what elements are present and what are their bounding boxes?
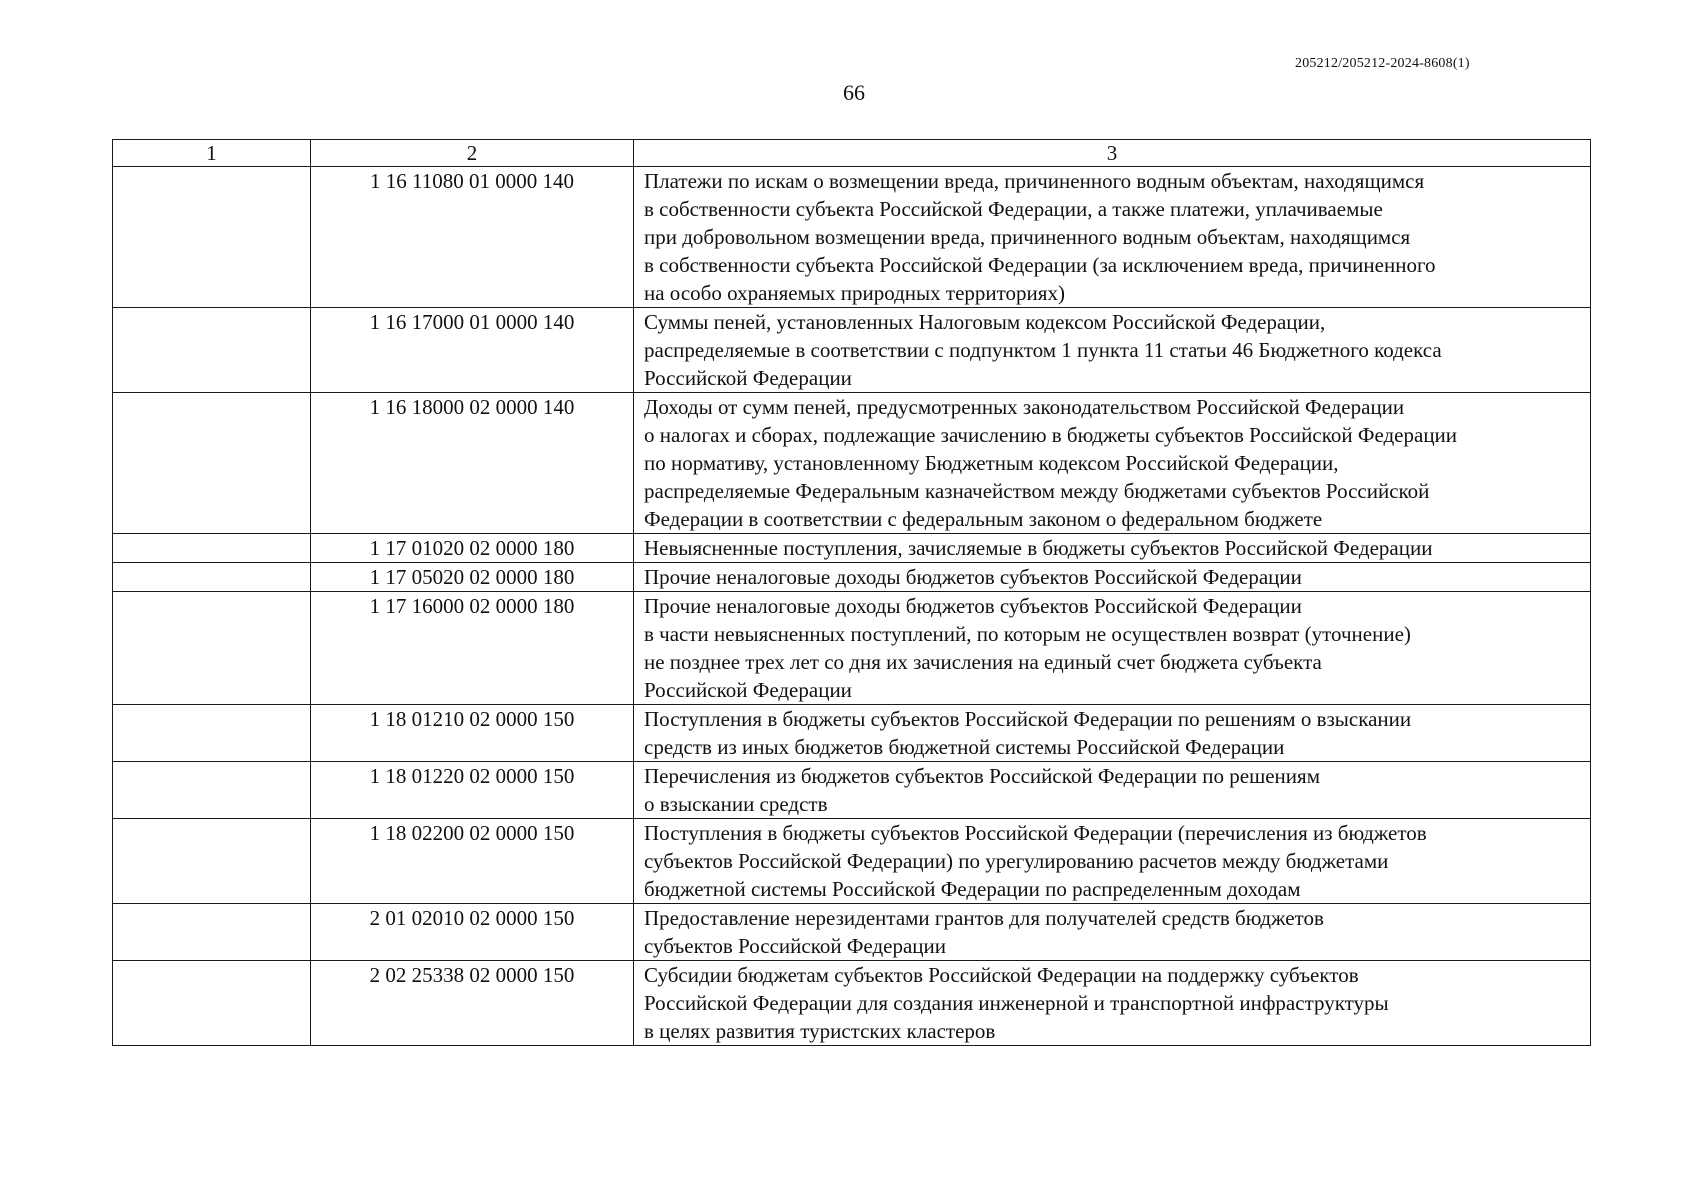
revenue-description-cell: Невыясненные поступления, зачисляемые в бюджеты субъектов Российской Федерации xyxy=(634,534,1591,563)
row-col-1-cell xyxy=(113,819,311,904)
row-col-1-cell xyxy=(113,534,311,563)
revenue-codes-table xyxy=(112,139,1591,1046)
document-id: 205212/205212-2024-8608(1) xyxy=(1295,56,1470,71)
table-row xyxy=(113,762,1591,819)
table-row xyxy=(113,563,1591,592)
revenue-description-cell: Прочие неналоговые доходы бюджетов субъектов Российской Федерации в части невыясненных поступлений, по которым не осуществлен возврат (уточнение) не позднее трех лет со дня их зачисления на единый счет бюджета субъекта Российской Федерации xyxy=(634,592,1591,705)
table-row xyxy=(113,819,1591,904)
revenue-code-cell: 1 17 16000 02 0000 180 xyxy=(311,592,634,705)
revenue-code-cell: 1 16 18000 02 0000 140 xyxy=(311,393,634,534)
revenue-code-cell: 1 18 01210 02 0000 150 xyxy=(311,705,634,762)
row-col-1-cell xyxy=(113,167,311,308)
header-col-1: 1 xyxy=(113,140,311,167)
row-col-1-cell xyxy=(113,592,311,705)
row-col-1-cell xyxy=(113,563,311,592)
revenue-description-cell: Поступления в бюджеты субъектов Российской Федерации (перечисления из бюджетов субъектов Российской Федерации) по урегулированию расчетов между бюджетами бюджетной системы Российской Федерации по распределенным доходам xyxy=(634,819,1591,904)
revenue-code-cell: 1 17 01020 02 0000 180 xyxy=(311,534,634,563)
revenue-description-cell: Субсидии бюджетам субъектов Российской Федерации на поддержку субъектов Российской Федерации для создания инженерной и транспортной инфраструктуры в целях развития туристских кластеров xyxy=(634,961,1591,1046)
table-body xyxy=(113,167,1591,1046)
revenue-description-cell: Прочие неналоговые доходы бюджетов субъектов Российской Федерации xyxy=(634,563,1591,592)
header-col-3: 3 xyxy=(634,140,1591,167)
row-col-1-cell xyxy=(113,393,311,534)
revenue-description-cell: Доходы от сумм пеней, предусмотренных законодательством Российской Федерации о налогах и сборах, подлежащие зачислению в бюджеты субъектов Российской Федерации по нормативу, установленному Бюджетным кодексом Российской Федерации, распределяемые Федеральным казначейством между бюджетами субъектов Российской Федерации в соответствии с федеральным законом о федеральном бюджете xyxy=(634,393,1591,534)
revenue-code-cell: 1 17 05020 02 0000 180 xyxy=(311,563,634,592)
table-row xyxy=(113,393,1591,534)
row-col-1-cell xyxy=(113,904,311,961)
table-row xyxy=(113,308,1591,393)
table-row xyxy=(113,961,1591,1046)
revenue-code-cell: 1 16 17000 01 0000 140 xyxy=(311,308,634,393)
revenue-description-cell: Предоставление нерезидентами грантов для получателей средств бюджетов субъектов Российской Федерации xyxy=(634,904,1591,961)
revenue-description-cell: Перечисления из бюджетов субъектов Российской Федерации по решениям о взыскании средств xyxy=(634,762,1591,819)
row-col-1-cell xyxy=(113,308,311,393)
header-col-2: 2 xyxy=(311,140,634,167)
page-number: 66 xyxy=(843,80,865,105)
revenue-description-cell: Поступления в бюджеты субъектов Российской Федерации по решениям о взыскании средств из иных бюджетов бюджетной системы Российской Федерации xyxy=(634,705,1591,762)
row-col-1-cell xyxy=(113,961,311,1046)
table-header-row xyxy=(113,140,1591,167)
table-row xyxy=(113,534,1591,563)
revenue-description-cell: Платежи по искам о возмещении вреда, причиненного водным объектам, находящимся в собственности субъекта Российской Федерации, а также платежи, уплачиваемые при добровольном возмещении вреда, причиненного водным объектам, находящимся в собственности субъекта Российской Федерации (за исключением вреда, причиненного на особо охраняемых природных территориях) xyxy=(634,167,1591,308)
table-row xyxy=(113,705,1591,762)
revenue-description-cell: Суммы пеней, установленных Налоговым кодексом Российской Федерации, распределяемые в соответствии с подпунктом 1 пункта 11 статьи 46 Бюджетного кодекса Российской Федерации xyxy=(634,308,1591,393)
revenue-code-cell: 1 18 01220 02 0000 150 xyxy=(311,762,634,819)
row-col-1-cell xyxy=(113,705,311,762)
table-row xyxy=(113,592,1591,705)
revenue-code-cell: 1 18 02200 02 0000 150 xyxy=(311,819,634,904)
revenue-code-cell: 2 02 25338 02 0000 150 xyxy=(311,961,634,1046)
revenue-code-cell: 2 01 02010 02 0000 150 xyxy=(311,904,634,961)
revenue-code-cell: 1 16 11080 01 0000 140 xyxy=(311,167,634,308)
table-row xyxy=(113,904,1591,961)
table-row xyxy=(113,167,1591,308)
row-col-1-cell xyxy=(113,762,311,819)
